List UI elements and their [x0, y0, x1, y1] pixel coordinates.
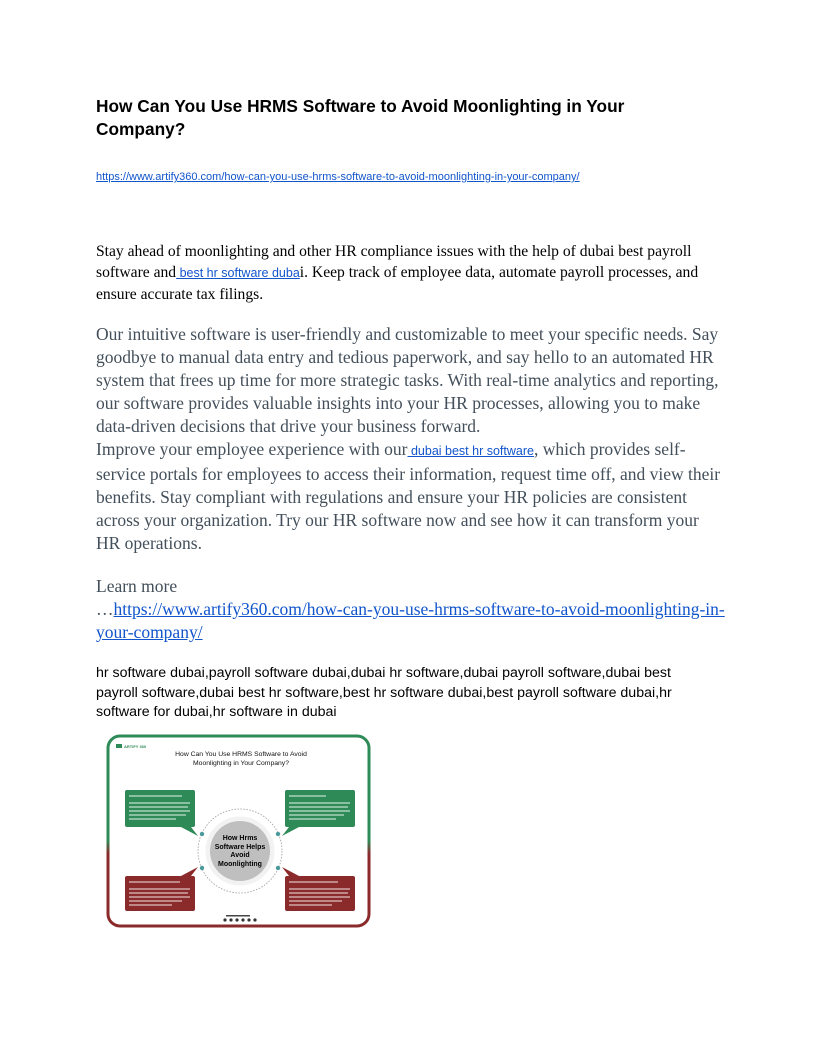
footer-caption-bar [226, 915, 250, 917]
brand-logo-icon [116, 744, 122, 748]
best-hr-software-dubai-link[interactable]: best hr software duba [176, 266, 300, 280]
intro-text-before: Stay ahead of moonlighting and other HR compliance issues with the help of dubai best payroll software and [96, 243, 692, 281]
infographic-brand: ARTIFY 360 [124, 744, 147, 749]
learn-more-label: Learn more [96, 576, 178, 596]
learn-more-line [96, 598, 726, 644]
infographic-image [106, 734, 371, 928]
article-link-top[interactable]: https://www.artify360.com/how-can-you-use-hrms-software-to-avoid-moonlighting-in-your-company/ [96, 171, 580, 183]
intro-paragraph [96, 241, 726, 305]
body-improve-text [96, 438, 726, 555]
intro-text-after: i. Keep track of employee data, automate payroll processes, and ensure accurate tax filings. [96, 264, 699, 303]
learn-more-section [96, 575, 726, 644]
keywords-paragraph: hr software dubai,payroll software dubai,dubai hr software,dubai payroll software,dubai best payroll software,dubai best hr software,best hr software dubai,best payroll software dubai,hr software for dubai,hr software in dubai [96, 665, 672, 720]
document-title: How Can You Use HRMS Software to Avoid Moonlighting in Your Company? [96, 96, 625, 139]
improve-text-after: , which provides self-service portals for employees to access their information, request time off, and view their benefits. Stay compliant with regulations and ensure your HR policies are consistent across your organization. Try our HR software now and see how it can transform your HR operations. [96, 439, 721, 553]
infographic-center-text: How Hrms Software Helps Avoid Moonlighting [214, 835, 266, 868]
article-link-bottom[interactable]: https://www.artify360.com/how-can-you-use-hrms-software-to-avoid-moonlighting-in-your-company/ [96, 599, 725, 642]
body-intro-text: Our intuitive software is user-friendly and customizable to meet your specific needs. Say goodbye to manual data entry and tedious paperwork, and say hello to an automated HR system that frees up time for more strategic tasks. With real-time analytics and reporting, our software provides valuable insights into your HR processes, allowing you to make data-driven decisions that drive your business forward. [96, 324, 719, 436]
body-paragraph [96, 323, 726, 555]
infographic-title: How Can You Use HRMS Software to Avoid Moonlighting in Your Company? [175, 751, 307, 767]
improve-text-before: Improve your employee experience with our [96, 439, 408, 459]
dubai-best-hr-software-link[interactable]: dubai best hr software [407, 444, 534, 458]
ellipsis: … [96, 599, 114, 619]
